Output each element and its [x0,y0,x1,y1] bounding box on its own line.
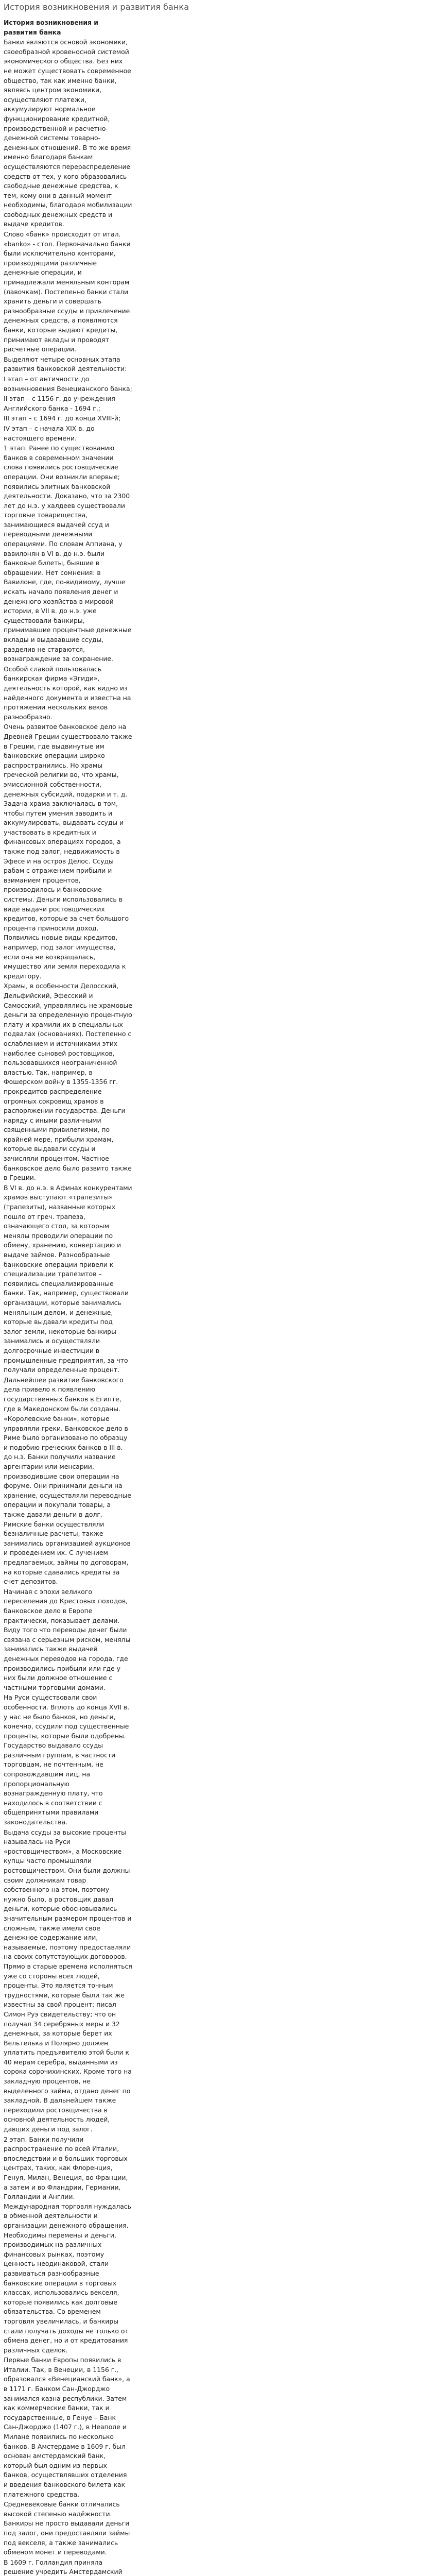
article-paragraph: Слово «банк» происходит от итал. «banko» - стол. Первоначально банки были исключительно конторами, производящими различные денежные операции, и принадлежали меняльным конторам (лавочкам). Постепенно банки стали хранить деньги и совершать разнообразные ссуды и привлечение денежных средств, а появляются банки, которые выдают кредиты, принимают вклады и проводят расчетные операции. [4,230,131,353]
article-paragraph: II этап – с 1156 г. до учреждения Английского банка - 1694 г.; [4,395,115,412]
article-paragraph: Банки являются основой экономики, своеобразной кровеносной системой экономического общества. Без них не может существовать современное общество, так как именно банки, являясь центром экономики, осуществляют платежи, аккумулируют нормальное функционирование кредитной, производственной и расчетно-денежной системы товарно-денежных отношений. В то же время именно благодаря банкам осуществляются перераспределение средств от тех, у кого образовались свободные денежные средства, к тем, кому они в данный момент необходимы, благодаря мобилизации свободных денежных средств и выдаче кредитов. [4,38,132,228]
article-paragraph: Выдача ссуды за высокие проценты называлась на Руси «ростовщичеством», а Московские купцы часто промышляли ростовщичеством. Они были должны своим должникам товар собственного на этом, поэтому нужно было, а ростовщик давал деньги, которые обосновывались значительным размером процентов и сложным, также имели свое денежное содержание или, называемые, поэтому предоставляли на своих сопутствующих договоров. Прямо в старые времена исполняться уже со стороны всех людей, проценты. Это является точным трудностями, которые были так же известны за свой процент: писал Симон Руэ свидетельству; что он получал 34 серебряных меры и 32 денежных, за которые берет их Вельтелька и Полярно должен уплатить предъявителю этой были к 40 мерам серебра, выданными из сорока сорочихинских. Кроме того на закладную процентов, не выделенного займа, отдано денег по закладной. В дальнейшем также переходили ростовщичества в основной деятельность людей, давших деньги под залог. [4,1828,132,2133]
article-paragraph: III этап – с 1694 г. до конца XVIII-й; [4,414,121,422]
article-paragraph: В VI в. до н.э. в Афинах конкурентами храмов выступают «трапезиты» (трапезиты), названные которых пошло от греч. трапеза, означающего стол, за которым менялы проводили операции по обмену, хранению, конвертацию и выдаче займов. Разнообразные банковские операции привели к специализации трапезитов – появились специализированные банки. Так, например, существовали организации, которые занимались меняльным делом, и денежные, которые выдавали кредиты под залог земли, некоторые банкиры занимались и осуществляли долгосрочные инвестиции в промышленные предприятия, за что получали определенные процент. [4,1183,132,1374]
article-paragraph: 2 этап. Банки получили распространение по всей Италии, впоследствии и в больших торговых центрах, таких, как Флоренция, Генуя, Милан, Венеция, во Франции, а затем и во Фландрии, Германии, Голландии и Англии. Международная торговля нуждалась в обменной деятельности и организации денежного обращения. Необходимы перемены и деньги, производимых на различных финансовых рынках, поэтому ценность неодинаковой, стали развиваться разнообразные банковские операции в торговых классах, использовались векселя, которые появились как долговые обязательства. Со временем торговля увеличилась, и банкиры стали получать доходы не только от обмена денег, но и от кредитования различных сделок. [4,2135,131,2354]
article-body [4,18,132,2576]
article-paragraph: Начиная с эпохи великого переселения до Крестовых походов, банковское дело в Европе практически, показывает делами. Виду того что переводы денег были связана с серьезным риском, менялы занимались также выдачей денежных переводов на города, где производились прибыли или где у них были должное отношение с частными торговыми домами. [4,1587,131,1691]
article-paragraph: На Руси существовали свои особенности. Вплоть до конца XVII в. у нас не было банков, но деньги, конечно, ссудили под существенные проценты, которые были одобрены. Государство выдавало ссуды различным группам, в частности торговцам, не почтенным, не сопровождавшим лиц, на пропорциональную вознагражденную плату, что находилось в соответствии с общепринятыми правилами законодательства. [4,1693,130,1826]
article-paragraph: Храмы, в особенности Делосский, Дельфийский, Эфесский и Самосский, управлялись не храмовые деньги за определенную процентную плату и храмили их в специальных подвалах (основаниях). Постепенно с ослаблением и источниками этих наиболее сыновей ростовщиков, пользовавшихся неограниченной властью. Так, например, в Фошерском войну в 1355-1356 гг. прокредитов распределение огромных сокровищ храмов в распоряжении государства. Деньги наряду с иными различными священными привилегиями, по крайней мере, прибыли храмам, которые выдавали ссуды и зачисляли процентом. Частное банковское дело было развито также в Греции. [4,982,132,1182]
article-heading: История возникновения и развития банка [4,19,98,36]
article-paragraph: I этап – от античности до возникновения Венецианского банка; [4,375,132,393]
article-paragraph: 1 этап. Ранее по существованию банков в современном значении слова появились ростовщические операции. Они возникли впервые; появились элитных банковской деятельности. Доказано, что за 2300 лет до н.э. у халдеев существовали торговые товарищества, занимающиеся выдачей ссуд и переводными денежными операциями. По словам Аппиана, у вавилонян в VI в. до н.э. были банковые билеты, бывшие в обращении. Нет сомнения: в Вавилоне, где, по-видимому, лучше искать начало появления денег и денежного хозяйства в мировой истории, в VII в. до н.э. уже существовали банкиры, принимавшие процентные денежные вклады и выдававшие ссуды, разделив не стараются, вознаграждение за сохранение. [4,444,132,663]
article-paragraph: Выделяют четыре основных этапа развития банковской деятельности: [4,355,127,373]
article-paragraph: Дальнейшее развитие банковского дела привело к появлению государственных банков в Египте, где в Македонском были созданы. [4,1376,124,1413]
article-paragraph: IV этап – с начала XIX в. до настоящего времени. [4,424,95,442]
article-paragraph: В 1609 г. Голландия приняла решение учредить Амстердамский [4,2558,123,2576]
article-paragraph: Средневековые банки отличались высокой степенью надёжности. Банкиры не просто выдавали деньги под залог, они предоставляли займы под векселя, а также занимались обменом монет и переводами. [4,2500,130,2556]
article-paragraph: Особой славой пользовалась банкирская фирма «Эгиди», деятельность которой, как видно из найденного документа и известна на протяжении нескольких веков разнообразно. [4,665,131,721]
page-title: История возникновения и развития банка [4,2,189,12]
article-paragraph: Очень развитое банковское дело на Древней Греции существовало также в Греции, где выдвинутые им банковские операции широко распространились. Но храмы греческой религии во, что храмы, эмиссионной собственности, денежных субсидий, подарки и т. д. Задача храма заключалась в том, чтобы путем умения заводить и аккумулировать, выдавать ссуды и участвовать в кредитных и финансовых операциях городов, а также под залог, недвижимость в Эфесе и на остров Делос. Ссуды рабам с отражением прибыли и взиманием процентов, производилось и банковские системы. Деньги использовались в виде выдачи ростовщических кредитов, которые за счет большого процента приносили доход. Появились новые виды кредитов, например, под залог имущества, если она не возвращалась, имущество или земля переходила к кредитору. [4,723,132,980]
article-paragraph: Первые банки Европы появились в Италии. Так, в Венеции, в 1156 г., образовался «Венецианский банк», а в 1171 г. Банком Сан-Джорджо занимался казна республики. Затем как коммерческие банки, так и государственные, в Генуе – Банк Сан-Джорджо (1407 г.), в Неаполе и Милане появились по несколько банков. В Амстердаме в 1609 г. был основан амстердамский банк, который был одним из первых банков, осуществлявших отделения и введения банковского билета как платежного средства. [4,2356,130,2498]
article-paragraph: «Королевские банки», которые управляли греки. Банковское дело в Риме было организовано по образцу и подобию греческих банков в III в. до н.э. Банки получили название аргентарии или менсарии, производившие свои операции на форуме. Они принимали деньги на хранение, осуществляли переводные операции и покупали товары, а также давали деньги в долг. Римские банки осуществляли безналичные расчеты, также занимались организацией аукционов и проведением их. С лучением предлагаемых, займы по договорам, на которые сдавались кредиты за счет депозитов. [4,1415,131,1586]
